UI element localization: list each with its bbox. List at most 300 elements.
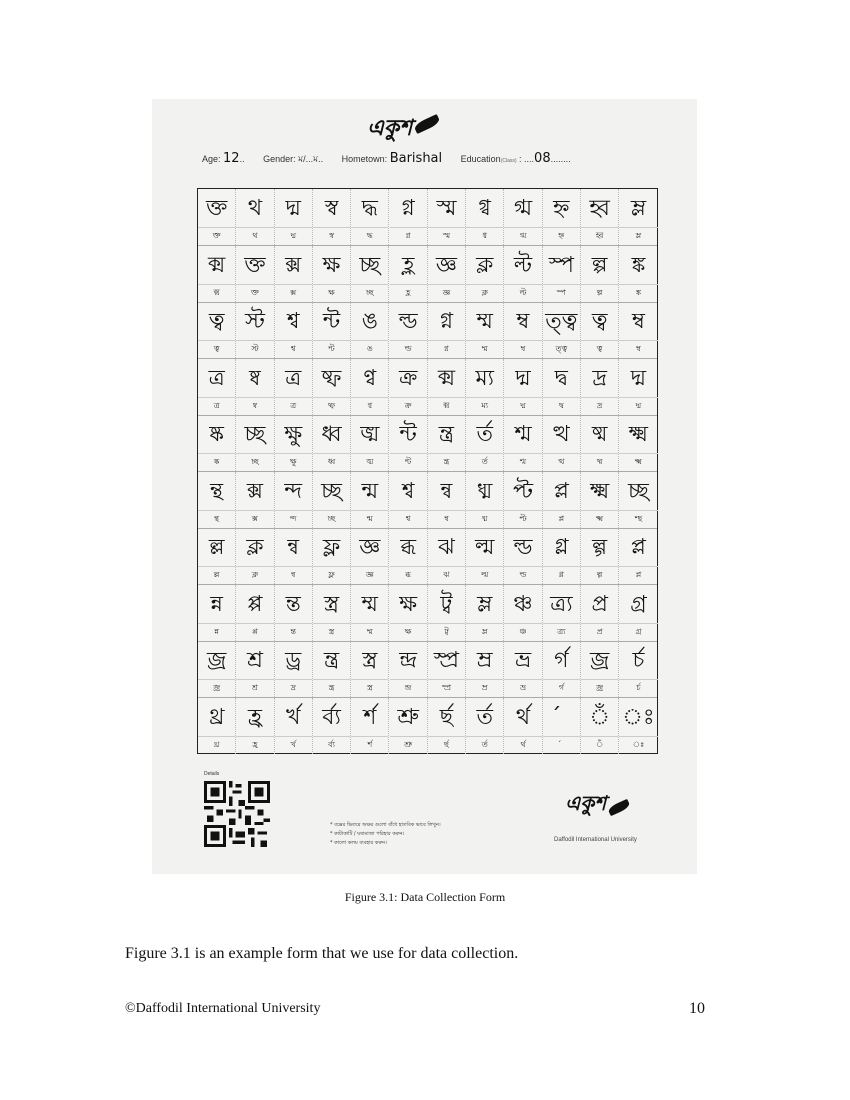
handwritten-glyph: ল্ড <box>390 302 427 341</box>
printed-glyph: স্ট <box>251 344 259 353</box>
printed-glyph: র্থ <box>520 739 526 749</box>
handwritten-glyph: ক্ল <box>466 246 503 285</box>
handwritten-glyph: ষ্ম <box>581 415 618 454</box>
grid-cell <box>390 641 428 697</box>
handwritten-glyph: ত্থ <box>543 415 580 454</box>
printed-glyph: জ্র <box>213 683 221 692</box>
handwritten-glyph: র্থ <box>504 698 541 737</box>
printed-glyph: ঁ <box>595 739 604 749</box>
grid-cell <box>619 302 657 358</box>
grid-cell <box>581 585 619 641</box>
grid-cell <box>313 698 351 754</box>
printed-glyph: শ্রু <box>404 739 413 749</box>
grid-cell <box>390 246 428 302</box>
character-grid <box>197 188 658 754</box>
grid-cell <box>504 641 542 697</box>
printed-glyph: দ্ধ <box>366 231 373 240</box>
grid-cell <box>581 528 619 584</box>
handwritten-glyph: জ্ঞ <box>351 528 388 567</box>
printed-glyph: ম্ল <box>635 231 642 240</box>
printed-glyph: ধ্ব <box>327 457 336 466</box>
grid-cell <box>466 415 504 471</box>
printed-glyph: ঙ্ম <box>366 457 374 466</box>
handwritten-glyph: হ্র <box>236 698 273 737</box>
handwritten-glyph: ল্ল <box>198 528 235 567</box>
printed-glyph: ত্র্য <box>557 626 566 636</box>
handwritten-glyph: ন্ব <box>428 472 465 511</box>
grid-cell <box>313 302 351 358</box>
handwritten-glyph: ক্ষু <box>275 415 312 454</box>
grid-cell <box>198 246 236 302</box>
handwritten-glyph: জ্র <box>581 641 618 680</box>
grid-cell <box>466 189 504 245</box>
grid-cell <box>581 246 619 302</box>
printed-glyph: ক্ম <box>213 287 220 297</box>
grid-cell <box>236 698 274 754</box>
hometown-value: Barishal <box>389 151 443 166</box>
handwritten-glyph: ষ্ফ <box>313 359 350 398</box>
printed-glyph: ষ্ক <box>213 457 220 466</box>
printed-glyph: চ্ছ <box>366 287 374 297</box>
grid-cell <box>198 528 236 584</box>
grid-cell <box>313 641 351 697</box>
handwritten-glyph: ধ্ব <box>313 415 350 454</box>
handwritten-glyph: ন্ত <box>275 585 312 624</box>
handwritten-glyph: ঙ <box>351 302 388 341</box>
handwritten-glyph: ম্ল <box>466 585 503 624</box>
printed-glyph: ক্র <box>404 400 412 410</box>
handwritten-glyph: ম্ব <box>619 302 657 341</box>
grid-cell <box>619 415 657 471</box>
grid-cell <box>543 415 581 471</box>
printed-glyph: ম্ম <box>481 344 488 353</box>
handwritten-glyph: প্র <box>581 585 618 624</box>
grid-cell <box>351 302 389 358</box>
printed-glyph: দ্ব <box>558 400 564 410</box>
printed-glyph: ল্প <box>596 287 603 297</box>
form-logo-bottom: একুশ <box>565 789 630 822</box>
printed-glyph: প্ল <box>635 570 642 579</box>
handwritten-glyph: ব্ধ <box>390 528 427 567</box>
grid-cell <box>466 641 504 697</box>
grid-cell <box>351 585 389 641</box>
grid-cell <box>428 415 466 471</box>
handwritten-glyph: ক্ষ <box>313 246 350 285</box>
printed-glyph: স্ব <box>329 231 334 240</box>
grid-cell <box>351 359 389 415</box>
printed-glyph: প্প <box>252 626 258 636</box>
printed-glyph: ম্ল <box>481 626 488 636</box>
handwritten-glyph: জ্র <box>198 641 235 680</box>
grid-cell <box>390 585 428 641</box>
age-value: 12 <box>223 151 240 166</box>
printed-glyph: ন্দ্র <box>404 683 412 692</box>
grid-cell <box>543 189 581 245</box>
printed-glyph: ক্ষ্ম <box>634 457 642 466</box>
printed-glyph: গ্ন <box>444 344 449 353</box>
handwritten-glyph: দ্র <box>581 359 618 398</box>
handwritten-glyph: র্গ <box>543 641 580 680</box>
printed-glyph: র্খ <box>290 739 296 749</box>
handwritten-glyph: থ <box>236 189 273 228</box>
handwritten-glyph: গ্ব <box>466 189 503 228</box>
printed-glyph: ল্গ <box>596 570 603 579</box>
handwritten-glyph: দ্ম <box>504 359 541 398</box>
handwritten-glyph: ল্ম <box>466 528 503 567</box>
handwritten-glyph: ণ্ব <box>351 359 388 398</box>
grid-cell <box>236 359 274 415</box>
grid-cell <box>198 698 236 754</box>
handwritten-glyph: র্ছ <box>428 698 465 737</box>
grid-cell <box>543 246 581 302</box>
handwritten-glyph: গ্র <box>619 585 657 624</box>
grid-cell <box>351 189 389 245</box>
handwritten-glyph: প্ট <box>504 472 541 511</box>
printed-glyph: ল্ট <box>519 287 527 297</box>
grid-cell <box>390 528 428 584</box>
grid-cell <box>466 246 504 302</box>
handwritten-glyph: ন্দ <box>275 472 312 511</box>
grid-cell <box>581 698 619 754</box>
printed-glyph: হ্র <box>252 739 258 749</box>
handwritten-glyph: ন্থ <box>198 472 235 511</box>
grid-cell <box>581 641 619 697</box>
grid-row <box>198 415 657 472</box>
handwritten-glyph: ক্ষ্ম <box>619 415 657 454</box>
grid-cell <box>275 246 313 302</box>
printed-glyph: জ্র <box>596 683 604 692</box>
printed-glyph: ত্থ <box>558 457 565 466</box>
handwritten-glyph: ষ্ব <box>236 359 273 398</box>
grid-cell <box>466 528 504 584</box>
printed-glyph: ন্দ <box>290 513 297 523</box>
printed-glyph: প্ট <box>519 513 527 523</box>
grid-cell <box>236 528 274 584</box>
grid-cell <box>428 359 466 415</box>
grid-cell <box>390 415 428 471</box>
handwritten-glyph: ম্য <box>466 359 503 398</box>
handwritten-glyph: চ্ছ <box>313 472 350 511</box>
printed-glyph: ত্র <box>213 400 220 410</box>
grid-cell <box>313 189 351 245</box>
handwritten-glyph: স্প্র <box>428 641 465 680</box>
handwritten-glyph: ম্ম <box>466 302 503 341</box>
printed-glyph: ঙ <box>366 344 373 353</box>
handwritten-glyph: ভ্র <box>504 641 541 680</box>
grid-cell <box>466 302 504 358</box>
gender-label: Gender: <box>263 154 296 164</box>
grid-cell <box>504 472 542 528</box>
handwritten-glyph: ত্র <box>275 359 312 398</box>
handwritten-glyph: ঙ্ক <box>619 246 657 285</box>
printed-glyph: চ্ছ <box>327 513 336 523</box>
printed-glyph: গ্র <box>635 626 642 636</box>
printed-glyph: ল্ল <box>213 570 220 579</box>
printed-glyph: শ্ম <box>519 457 527 466</box>
printed-glyph: দ্ম <box>635 400 642 410</box>
handwritten-glyph: ক্স <box>275 246 312 285</box>
grid-cell <box>619 189 657 245</box>
printed-glyph: ণ্ব <box>367 400 373 410</box>
printed-glyph: ন্থ <box>214 513 220 523</box>
grid-cell <box>466 698 504 754</box>
grid-cell <box>313 472 351 528</box>
handwritten-glyph: ন্ট <box>390 415 427 454</box>
grid-cell <box>275 189 313 245</box>
grid-cell <box>390 302 428 358</box>
grid-cell <box>198 415 236 471</box>
printed-glyph: স্ত্র <box>328 626 335 636</box>
handwritten-glyph: ন্দ্র <box>390 641 427 680</box>
grid-cell <box>275 302 313 358</box>
grid-cell <box>313 359 351 415</box>
handwritten-glyph: দ্ব <box>543 359 580 398</box>
education-sub: (Class) <box>500 158 517 164</box>
handwritten-glyph: গ্ল <box>543 528 580 567</box>
grid-row <box>198 302 657 359</box>
grid-cell <box>351 528 389 584</box>
footer-university: ©Daffodil International University <box>125 1001 321 1016</box>
grid-cell <box>275 698 313 754</box>
printed-glyph: হ্ন <box>558 231 565 240</box>
handwritten-glyph: ক্ষ <box>390 585 427 624</box>
grid-cell <box>236 246 274 302</box>
printed-glyph: হ্ল <box>405 287 411 297</box>
grid-cell <box>313 415 351 471</box>
grid-cell <box>466 472 504 528</box>
printed-glyph: ট্ব <box>444 626 449 636</box>
handwritten-glyph: ল্প <box>581 246 618 285</box>
grid-cell <box>428 528 466 584</box>
grid-cell <box>504 698 542 754</box>
grid-cell <box>428 585 466 641</box>
handwritten-glyph: থ্র <box>198 698 235 737</box>
form-instructions <box>330 821 441 848</box>
grid-cell <box>275 472 313 528</box>
handwritten-glyph: র্ত <box>466 698 503 737</box>
printed-glyph: ক্ষ <box>404 626 412 636</box>
handwritten-glyph: শ্ম <box>504 415 541 454</box>
handwritten-glyph: ত্ত্ব <box>543 302 580 341</box>
printed-glyph: স্ত্র <box>367 683 373 692</box>
printed-glyph: ল্ড <box>519 570 527 579</box>
printed-glyph: ক্স <box>252 513 258 523</box>
printed-glyph: প্র <box>596 626 603 636</box>
handwritten-glyph: চ্ছ <box>236 415 273 454</box>
grid-cell <box>619 246 657 302</box>
grid-cell <box>198 359 236 415</box>
handwritten-glyph: ন্ট <box>313 302 350 341</box>
grid-cell <box>504 528 542 584</box>
printed-glyph: থ <box>252 231 258 240</box>
handwritten-glyph <box>543 698 580 737</box>
grid-cell <box>428 302 466 358</box>
grid-cell <box>504 585 542 641</box>
grid-cell <box>619 472 657 528</box>
printed-glyph: স্প্র <box>441 683 452 692</box>
printed-glyph: ক্ষ <box>328 287 335 297</box>
grid-cell <box>619 359 657 415</box>
grid-row <box>198 472 657 529</box>
handwritten-glyph: ঃ <box>619 698 657 737</box>
handwritten-glyph: র্খ <box>275 698 312 737</box>
grid-cell <box>351 246 389 302</box>
grid-cell <box>543 585 581 641</box>
handwritten-glyph: ম্ম <box>351 585 388 624</box>
printed-glyph: ক্ল <box>251 570 259 579</box>
printed-glyph: ক্ষু <box>290 457 297 466</box>
grid-cell <box>390 698 428 754</box>
grid-cell <box>198 641 236 697</box>
printed-glyph: ম্ম <box>366 626 373 636</box>
handwritten-glyph: ক্ম <box>198 246 235 285</box>
handwritten-glyph: প্ল <box>543 472 580 511</box>
qr-label: Details <box>204 771 220 777</box>
grid-cell <box>581 359 619 415</box>
printed-glyph: ন্ত <box>290 626 296 636</box>
handwritten-glyph: স্ম <box>428 189 465 228</box>
printed-glyph: থ্র <box>213 739 220 749</box>
grid-cell <box>543 698 581 754</box>
printed-glyph: ক্স <box>290 287 297 297</box>
grid-row <box>198 585 657 642</box>
handwritten-glyph: ম্র <box>466 641 503 680</box>
printed-glyph: ন্ন <box>214 626 219 636</box>
grid-cell <box>581 472 619 528</box>
grid-cell <box>236 472 274 528</box>
printed-glyph: ক্ল <box>481 287 488 297</box>
grid-cell <box>504 359 542 415</box>
body-paragraph: Figure 3.1 is an example form that we use for data collection. <box>125 945 519 962</box>
form-logo-top: একুশ <box>367 111 440 148</box>
printed-glyph: গ্ন <box>405 231 411 240</box>
printed-glyph: র্চ <box>636 683 641 692</box>
handwritten-glyph: ক্ষ্ম <box>581 472 618 511</box>
gender-value: ম/...ম <box>298 154 319 164</box>
printed-glyph: ঞ্চ <box>519 626 527 636</box>
grid-cell <box>543 359 581 415</box>
scanned-form-image <box>152 99 697 874</box>
printed-glyph: ন্ম <box>366 513 373 523</box>
grid-cell <box>390 189 428 245</box>
grid-cell <box>275 528 313 584</box>
handwritten-glyph: হ্ল <box>390 246 427 285</box>
grid-cell <box>236 415 274 471</box>
printed-glyph: শ্ব <box>290 344 296 353</box>
grid-row <box>198 246 657 303</box>
handwritten-glyph: ত্র <box>198 359 235 398</box>
feather-icon <box>413 114 441 134</box>
grid-cell <box>390 472 428 528</box>
printed-glyph: র্ছ <box>444 739 449 749</box>
education-label: Education <box>460 154 501 164</box>
handwritten-glyph: গ্ম <box>504 189 541 228</box>
grid-cell <box>428 698 466 754</box>
printed-glyph: দ্র <box>290 683 296 692</box>
grid-cell <box>428 189 466 245</box>
printed-glyph: জ্ঞ <box>442 287 451 297</box>
grid-cell <box>313 528 351 584</box>
printed-glyph: ত্র <box>290 400 297 410</box>
handwritten-glyph: ড্র <box>275 641 312 680</box>
printed-glyph: র্গ <box>558 683 564 692</box>
handwritten-glyph: স্ত্র <box>313 585 350 624</box>
grid-cell <box>313 585 351 641</box>
grid-cell <box>466 585 504 641</box>
handwritten-glyph: হ্ব <box>581 189 618 228</box>
handwritten-glyph: ম্ব <box>504 302 541 341</box>
handwritten-glyph: ত্র্য <box>543 585 580 624</box>
grid-cell <box>619 641 657 697</box>
printed-glyph: ব্ধ <box>405 570 412 579</box>
handwritten-glyph: ল্গ <box>581 528 618 567</box>
handwritten-glyph: স্ব <box>313 189 350 228</box>
grid-cell <box>198 302 236 358</box>
grid-cell <box>351 472 389 528</box>
printed-glyph: ভ্র <box>520 683 526 692</box>
grid-cell <box>198 189 236 245</box>
instruction-line: * বক্সের ভিতরে অক্ষর গুলো বাঁধে হাতবিক ভাবে লিখুন। <box>330 822 441 828</box>
printed-glyph: গ্ব <box>482 231 487 240</box>
printed-glyph: ক্ত <box>212 231 221 240</box>
handwritten-glyph: ন্ম <box>351 472 388 511</box>
grid-cell <box>351 698 389 754</box>
printed-glyph: গ্ল <box>558 570 564 579</box>
handwritten-glyph: চ্ছ <box>351 246 388 285</box>
printed-glyph: ষ্ব <box>252 400 258 410</box>
handwritten-glyph: ন্ত্র <box>313 641 350 680</box>
printed-glyph: ঙ্ক <box>635 287 641 297</box>
grid-cell <box>504 415 542 471</box>
grid-row <box>198 359 657 416</box>
printed-glyph: হ্ব <box>595 231 604 240</box>
handwritten-glyph: দ্ম <box>619 359 657 398</box>
printed-glyph: ন্ত্র <box>328 683 335 692</box>
grid-cell <box>236 302 274 358</box>
handwritten-glyph: ফ্ল <box>313 528 350 567</box>
instruction-line: * কাটাকাটি / ঘষামাজা পরিহার করুন। <box>330 831 405 837</box>
handwritten-glyph: ষ্ক <box>198 415 235 454</box>
printed-glyph: ত্ত্ব <box>555 344 568 353</box>
printed-glyph: ম্ব <box>636 344 641 353</box>
printed-glyph: ঝ <box>443 570 450 579</box>
handwritten-glyph: হ্ন <box>543 189 580 228</box>
handwritten-glyph: গ্ন <box>390 189 427 228</box>
grid-cell <box>504 246 542 302</box>
printed-glyph: দ্ম <box>290 231 297 240</box>
grid-cell <box>504 189 542 245</box>
printed-glyph: ত্ব <box>596 344 603 353</box>
grid-cell <box>466 359 504 415</box>
handwritten-glyph: স্ত্র <box>351 641 388 680</box>
handwritten-glyph: শ্র <box>236 641 273 680</box>
handwritten-glyph: ল্ট <box>504 246 541 285</box>
grid-cell <box>619 698 657 754</box>
handwritten-glyph: ক্স <box>236 472 273 511</box>
printed-glyph: স্প <box>556 287 566 297</box>
handwritten-glyph: প্প <box>236 585 273 624</box>
printed-glyph: শ্ছ <box>634 513 643 523</box>
printed-glyph <box>543 737 580 753</box>
printed-glyph: র্শ <box>367 739 373 749</box>
printed-glyph: ম্য <box>481 400 489 410</box>
handwritten-glyph: র্শ <box>351 698 388 737</box>
handwritten-glyph: ল্ড <box>504 528 541 567</box>
printed-glyph: ষ্ফ <box>327 400 336 410</box>
printed-glyph: ত্ব <box>213 344 220 353</box>
handwritten-glyph: স্ট <box>236 302 273 341</box>
handwritten-glyph: ক্ত <box>198 189 235 228</box>
